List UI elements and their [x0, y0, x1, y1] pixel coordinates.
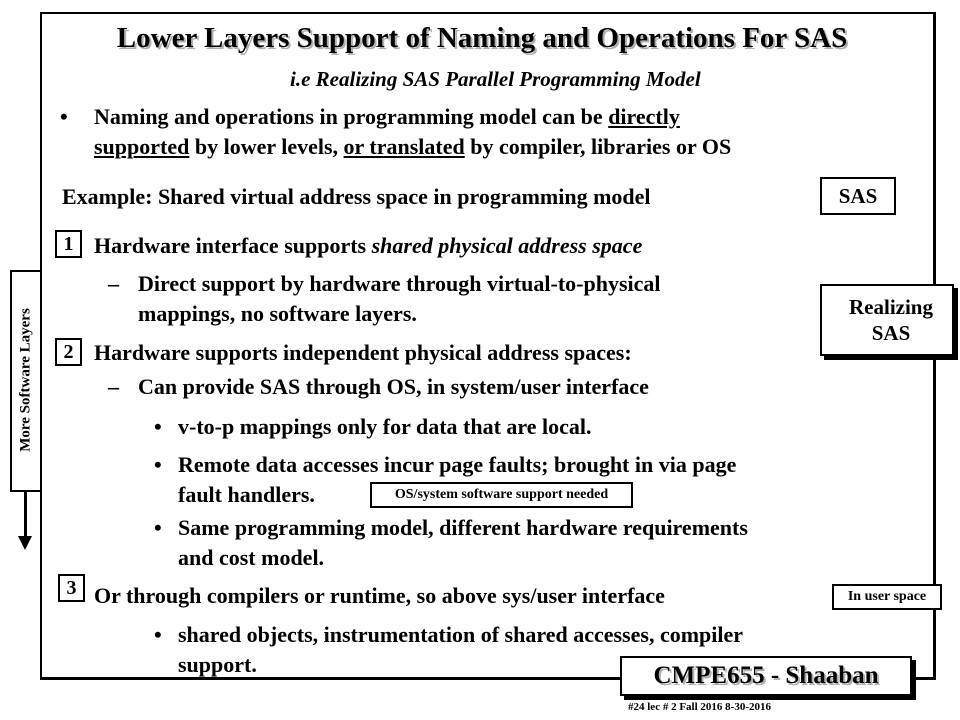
item-3-text: Or through compilers or runtime, so above sys/user interface	[94, 583, 665, 608]
bullet-text: Naming and operations in programming model can be	[94, 104, 609, 129]
realizing-sas-box	[820, 284, 954, 356]
software-layers-label: More Software Layers	[17, 308, 34, 452]
bullet-line-1	[94, 104, 680, 130]
item-2-dash: –	[108, 374, 119, 399]
item-2-text: Hardware supports independent physical address spaces:	[94, 340, 632, 365]
slide-subtitle: i.e Realizing SAS Parallel Programming Model	[290, 67, 701, 91]
item-3-number: 3	[58, 574, 85, 602]
item-2-bullet-2-line-1: Remote data accesses incur page faults; brought in via page	[178, 452, 737, 477]
item-1-dash: –	[108, 271, 119, 296]
bullet-marker: •	[154, 622, 162, 647]
item-1-text	[94, 233, 642, 259]
realizing-line-2: SAS	[871, 321, 911, 345]
item-2-bullet-1: v-to-p mappings only for data that are local.	[178, 414, 592, 439]
item-3-bullet-1-line-2: support.	[178, 652, 257, 677]
bullet-text: by lower levels,	[189, 134, 344, 159]
item-2-bullet-2-line-2: fault handlers.	[178, 482, 315, 507]
bullet-marker: •	[60, 104, 68, 129]
down-arrow-icon	[24, 492, 27, 538]
course-badge: CMPE655 - Shaaban	[620, 656, 912, 696]
underlined-translated: or translated	[343, 134, 465, 159]
item-1-sub-line-1: Direct support by hardware through virtual-to-physical	[138, 271, 661, 296]
item-1-text-italic: shared physical address space	[371, 233, 643, 258]
os-support-box: OS/system software support needed	[370, 482, 633, 508]
sas-box: SAS	[820, 177, 896, 215]
example-text: Example: Shared virtual address space in programming model	[62, 184, 651, 209]
bullet-line-2	[94, 134, 731, 160]
bullet-marker: •	[154, 414, 162, 439]
underlined-directly: directly	[608, 104, 680, 129]
realizing-line-1: Realizing	[849, 295, 933, 319]
item-1-sub-line-2: mappings, no software layers.	[138, 301, 417, 326]
item-2-bullet-3-line-1: Same programming model, different hardware requirements	[178, 515, 748, 540]
slide-title: Lower Layers Support of Naming and Operations For SAS	[116, 22, 848, 54]
footer-meta: #24 lec # 2 Fall 2016 8-30-2016	[628, 701, 771, 713]
underlined-supported: supported	[94, 134, 190, 159]
user-space-box: In user space	[832, 584, 942, 610]
item-1-number: 1	[55, 230, 82, 258]
item-2-number: 2	[55, 338, 82, 366]
item-2-bullet-3-line-2: and cost model.	[178, 545, 325, 570]
item-1-text-plain: Hardware interface supports	[94, 233, 372, 258]
item-3-bullet-1-line-1: shared objects, instrumentation of shared accesses, compiler	[178, 622, 744, 647]
bullet-text: by compiler, libraries or OS	[464, 134, 732, 159]
item-2-sub: Can provide SAS through OS, in system/user interface	[138, 374, 649, 399]
bullet-marker: •	[154, 452, 162, 477]
down-arrow-head-icon	[18, 536, 32, 550]
bullet-marker: •	[154, 515, 162, 540]
